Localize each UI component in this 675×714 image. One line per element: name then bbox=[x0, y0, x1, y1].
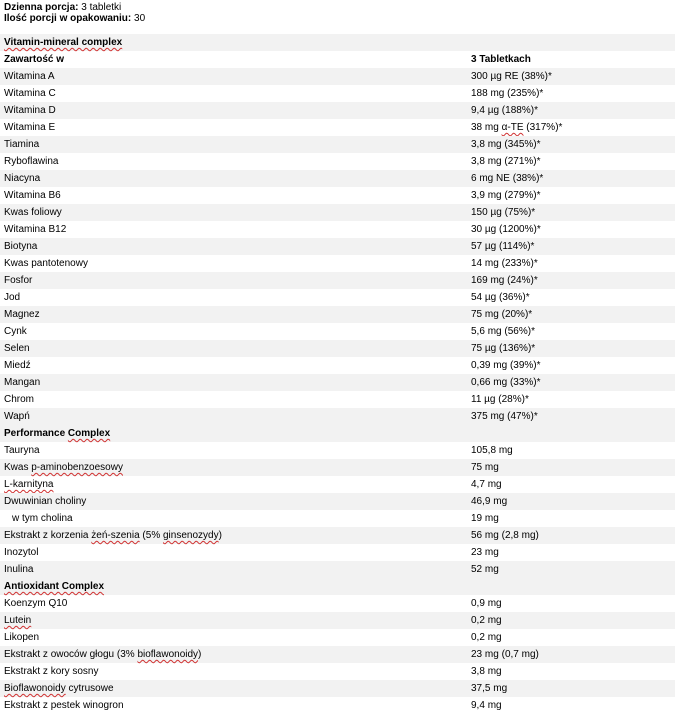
antioxidant-row bbox=[0, 595, 675, 612]
vitamin-rows bbox=[0, 68, 675, 425]
vitamin-row bbox=[0, 238, 675, 255]
ingredient-name: Witamina E bbox=[4, 122, 56, 133]
ingredient-name: Ekstrakt z owoców głogu (3% bioflawonoidy) bbox=[4, 649, 202, 660]
ingredient-amount: 23 mg (0,7 mg) bbox=[471, 649, 539, 660]
ingredient-name: Lutein bbox=[4, 615, 32, 626]
ingredient-name: Miedź bbox=[4, 360, 31, 371]
ingredient-amount: 3,8 mg (345%)* bbox=[471, 139, 541, 150]
ingredient-amount: 9,4 mg bbox=[471, 700, 502, 711]
ingredient-amount: 37,5 mg bbox=[471, 683, 508, 694]
column-header-name: Zawartość w bbox=[4, 54, 65, 65]
ingredient-name: Selen bbox=[4, 343, 30, 354]
section-title-performance: Performance Complex bbox=[0, 425, 675, 442]
antioxidant-row bbox=[0, 663, 675, 680]
ingredient-amount: 38 mg α-TE (317%)* bbox=[471, 122, 563, 133]
ingredient-name: Witamina B6 bbox=[4, 190, 61, 201]
antioxidant-row bbox=[0, 680, 675, 697]
vitamin-row bbox=[0, 374, 675, 391]
ingredient-amount: 56 mg (2,8 mg) bbox=[471, 530, 539, 541]
ingredient-name: Inozytol bbox=[4, 547, 39, 558]
ingredient-amount: 0,2 mg bbox=[471, 615, 502, 626]
vitamin-row bbox=[0, 391, 675, 408]
ingredient-amount: 3,8 mg bbox=[471, 666, 502, 677]
column-header-value: 3 Tabletkach bbox=[471, 54, 531, 65]
vitamin-row bbox=[0, 187, 675, 204]
performance-row bbox=[0, 493, 675, 510]
ingredient-name: Cynk bbox=[4, 326, 27, 337]
ingredient-amount: 5,6 mg (56%)* bbox=[471, 326, 535, 337]
ingredient-name: Tauryna bbox=[4, 445, 40, 456]
ingredient-name: Mangan bbox=[4, 377, 41, 388]
vitamin-row bbox=[0, 153, 675, 170]
ingredient-name: Ryboflawina bbox=[4, 156, 59, 167]
performance-row bbox=[0, 442, 675, 459]
ingredient-name: Niacyna bbox=[4, 173, 41, 184]
vitamin-row bbox=[0, 85, 675, 102]
ingredient-amount: 52 mg bbox=[471, 564, 499, 575]
ingredient-amount: 3,9 mg (279%)* bbox=[471, 190, 541, 201]
performance-rows bbox=[0, 442, 675, 578]
ingredient-amount: 11 µg (28%)* bbox=[471, 394, 529, 405]
ingredient-name: Ekstrakt z pestek winogron bbox=[4, 700, 124, 711]
vitamin-row bbox=[0, 272, 675, 289]
ingredient-amount: 0,9 mg bbox=[471, 598, 502, 609]
ingredient-amount: 105,8 mg bbox=[471, 445, 513, 456]
servings-value: 30 bbox=[134, 13, 146, 24]
ingredient-name: Fosfor bbox=[4, 275, 33, 286]
vitamin-row bbox=[0, 119, 675, 136]
section-title-vitamin: Vitamin-mineral complex bbox=[0, 34, 675, 51]
ingredient-amount: 54 µg (36%)* bbox=[471, 292, 530, 303]
ingredient-name: Chrom bbox=[4, 394, 35, 405]
vitamin-row bbox=[0, 102, 675, 119]
vitamin-row bbox=[0, 204, 675, 221]
ingredient-amount: 19 mg bbox=[471, 513, 499, 524]
vitamin-row bbox=[0, 68, 675, 85]
ingredient-name: w tym cholina bbox=[12, 513, 73, 524]
antioxidant-row bbox=[0, 612, 675, 629]
ingredient-name: Witamina B12 bbox=[4, 224, 67, 235]
ingredient-name: Jod bbox=[4, 292, 21, 303]
vitamin-row bbox=[0, 357, 675, 374]
vitamin-row bbox=[0, 340, 675, 357]
ingredient-amount: 30 µg (1200%)* bbox=[471, 224, 541, 235]
vitamin-row bbox=[0, 306, 675, 323]
ingredient-name: Likopen bbox=[4, 632, 40, 643]
ingredient-amount: 150 µg (75%)* bbox=[471, 207, 536, 218]
vitamin-row bbox=[0, 255, 675, 272]
antioxidant-rows bbox=[0, 595, 675, 714]
vitamin-row bbox=[0, 136, 675, 153]
performance-row bbox=[0, 527, 675, 544]
ingredient-amount: 3,8 mg (271%)* bbox=[471, 156, 541, 167]
antioxidant-row bbox=[0, 646, 675, 663]
servings-label: Ilość porcji w opakowaniu: bbox=[4, 13, 132, 24]
ingredient-name: Witamina C bbox=[4, 88, 56, 99]
ingredient-amount: 0,39 mg (39%)* bbox=[471, 360, 541, 371]
ingredient-amount: 46,9 mg bbox=[471, 496, 508, 507]
ingredient-amount: 57 µg (114%)* bbox=[471, 241, 535, 252]
ingredient-name: Tiamina bbox=[4, 139, 40, 150]
ingredient-amount: 75 mg bbox=[471, 462, 499, 473]
antioxidant-row bbox=[0, 629, 675, 646]
ingredient-name: Dwuwinian choliny bbox=[4, 496, 87, 507]
ingredient-name: Kwas p-aminobenzoesowy bbox=[4, 462, 123, 473]
vitamin-row bbox=[0, 221, 675, 238]
portion-line bbox=[4, 2, 675, 13]
antioxidant-row bbox=[0, 697, 675, 714]
ingredient-amount: 23 mg bbox=[471, 547, 499, 558]
vitamin-row bbox=[0, 170, 675, 187]
section-title-antioxidant: Antioxidant Complex bbox=[0, 578, 675, 595]
vitamin-row bbox=[0, 289, 675, 306]
ingredient-amount: 300 µg RE (38%)* bbox=[471, 71, 552, 82]
portion-label: Dzienna porcja: bbox=[4, 2, 79, 13]
ingredient-amount: 0,66 mg (33%)* bbox=[471, 377, 541, 388]
ingredient-name: Ekstrakt z korzenia żeń-szenia (5% ginsenozydy) bbox=[4, 530, 222, 541]
ingredient-name: Inulina bbox=[4, 564, 34, 575]
ingredient-amount: 0,2 mg bbox=[471, 632, 502, 643]
ingredient-name: Ekstrakt z kory sosny bbox=[4, 666, 99, 677]
ingredient-amount: 6 mg NE (38%)* bbox=[471, 173, 544, 184]
ingredient-amount: 9,4 µg (188%)* bbox=[471, 105, 538, 116]
ingredient-name: Witamina D bbox=[4, 105, 56, 116]
ingredient-name: Magnez bbox=[4, 309, 40, 320]
column-header-row bbox=[0, 51, 675, 68]
ingredient-name: Kwas pantotenowy bbox=[4, 258, 88, 269]
ingredient-name: Witamina A bbox=[4, 71, 55, 82]
ingredient-name: Wapń bbox=[4, 411, 30, 422]
ingredient-amount: 4,7 mg bbox=[471, 479, 502, 490]
ingredient-amount: 375 mg (47%)* bbox=[471, 411, 538, 422]
portion-value: 3 tabletki bbox=[81, 2, 122, 13]
performance-row bbox=[0, 544, 675, 561]
ingredient-amount: 75 mg (20%)* bbox=[471, 309, 533, 320]
performance-row bbox=[0, 476, 675, 493]
vitamin-row bbox=[0, 408, 675, 425]
ingredient-name: L-karnityna bbox=[4, 479, 54, 490]
servings-line bbox=[4, 13, 675, 24]
ingredient-name: Bioflawonoidy cytrusowe bbox=[4, 683, 114, 694]
vitamin-row bbox=[0, 323, 675, 340]
ingredient-name: Koenzym Q10 bbox=[4, 598, 68, 609]
ingredient-name: Biotyna bbox=[4, 241, 38, 252]
ingredient-amount: 169 mg (24%)* bbox=[471, 275, 538, 286]
performance-row bbox=[0, 459, 675, 476]
document-header bbox=[0, 0, 675, 34]
performance-row bbox=[0, 510, 675, 527]
ingredient-amount: 14 mg (233%)* bbox=[471, 258, 538, 269]
ingredient-amount: 188 mg (235%)* bbox=[471, 88, 544, 99]
ingredient-name: Kwas foliowy bbox=[4, 207, 62, 218]
ingredient-amount: 75 µg (136%)* bbox=[471, 343, 536, 354]
performance-row bbox=[0, 561, 675, 578]
